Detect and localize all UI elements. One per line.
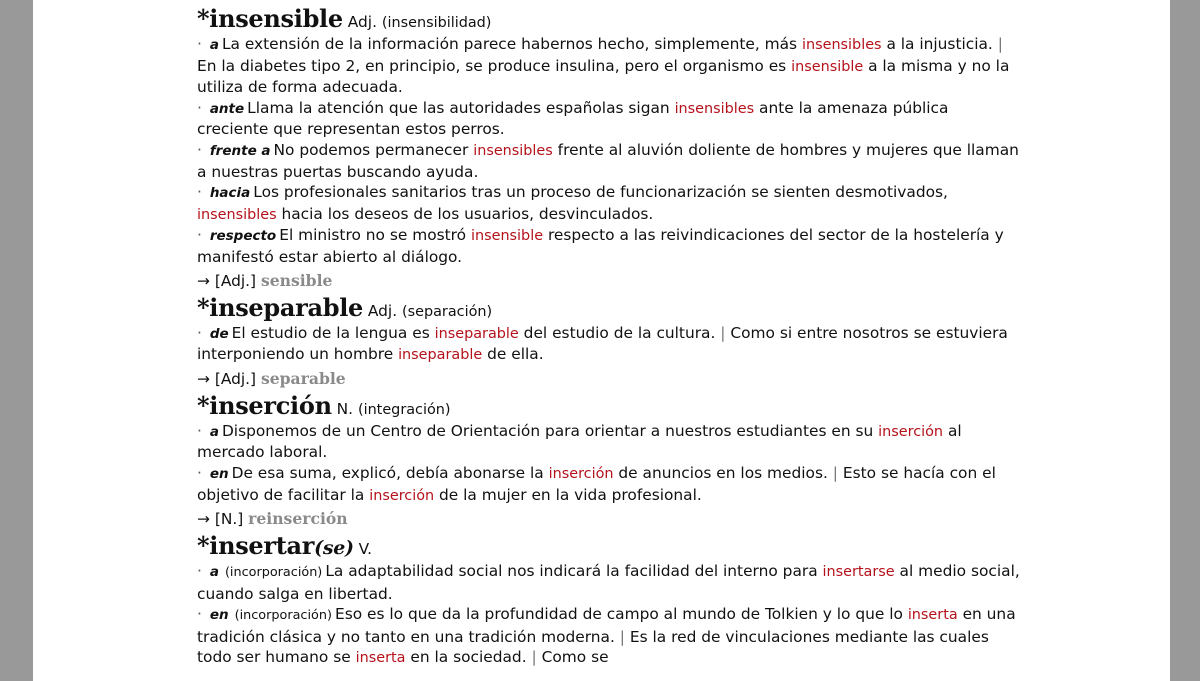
headword-reflexive: (se)	[314, 537, 354, 560]
preposition: en	[209, 607, 229, 624]
headword	[197, 4, 343, 33]
example-text: al mercado laboral.	[197, 421, 962, 462]
arrow-icon: →	[197, 510, 210, 529]
example-text: ante la amenaza pública creciente que representan estos perros.	[197, 98, 949, 139]
xref-label: [N.]	[214, 510, 244, 529]
preposition: de	[209, 325, 229, 342]
usage-example	[197, 421, 1022, 463]
preposition: a	[209, 423, 219, 440]
headword-text: *insensible	[197, 4, 343, 33]
xref-target: separable	[260, 368, 346, 388]
semantic-field: (insensibilidad)	[381, 15, 492, 31]
separator: |	[720, 323, 726, 342]
headword-line	[197, 4, 1022, 34]
dictionary-entry	[197, 391, 1022, 530]
cross-reference	[197, 270, 1022, 292]
part-of-speech: Adj.	[347, 13, 377, 31]
example-text: Como se	[541, 648, 609, 667]
usage-example	[197, 561, 1022, 604]
example-text: al medio social, cuando salga en libertad.	[197, 562, 1020, 603]
usage-example	[197, 98, 1022, 140]
example-text: Eso es lo que da la profundidad de campo al mundo de Tolkien y lo que lo	[334, 605, 908, 624]
usage-example	[197, 323, 1022, 366]
preposition: ante	[209, 100, 245, 117]
highlighted-term: insensibles	[473, 142, 553, 159]
example-text: en una tradición clásica y no tanto en una tradición moderna.	[197, 605, 1016, 646]
semantic-field: (integración)	[357, 401, 451, 418]
highlighted-term: insensible	[791, 58, 864, 75]
xref-target: reinserción	[248, 509, 348, 529]
xref-label: [Adj.]	[214, 369, 257, 388]
highlighted-term: insensibles	[674, 100, 755, 117]
preposition: hacia	[209, 185, 251, 202]
headword-line	[197, 531, 1022, 561]
example-text: Llama la atención que las autoridades españolas sigan	[247, 98, 675, 117]
example-text: El estudio de la lengua es	[231, 323, 435, 342]
example-text: del estudio de la cultura.	[518, 323, 716, 342]
bullet: ·	[197, 183, 202, 202]
headword	[197, 391, 332, 420]
highlighted-term: inserción	[878, 423, 944, 440]
example-text: El ministro no se mostró	[279, 226, 471, 245]
highlighted-term: insensibles	[197, 206, 277, 223]
preposition: frente a	[209, 142, 271, 159]
example-text: frente al aluvión doliente de hombres y mujeres que llaman a nuestras puertas buscando ayuda.	[197, 140, 1019, 181]
part-of-speech: V.	[358, 540, 373, 559]
arrow-icon: →	[197, 271, 210, 290]
headword-text: *insertar	[197, 531, 315, 561]
example-text: Esto se hacía con el objetivo de facilitar la	[197, 463, 996, 504]
example-text: Es la red de vinculaciones mediante las cuales todo ser humano se	[197, 627, 989, 667]
example-text: Disponemos de un Centro de Orientación para orientar a nuestros estudiantes en su	[221, 421, 879, 440]
part-of-speech: Adj.	[367, 301, 398, 320]
example-text: Los profesionales sanitarios tras un proceso de funcionarización se sienten desmotivados,	[253, 183, 948, 202]
usage-example	[197, 604, 1022, 669]
semantic-field: (separación)	[402, 303, 493, 320]
cross-reference	[197, 508, 1022, 530]
highlighted-term: inserción	[369, 487, 435, 504]
dictionary-entry	[197, 4, 1022, 292]
bullet: ·	[197, 421, 202, 440]
headword-text: *inserción	[197, 390, 332, 420]
usage-example	[197, 182, 1022, 225]
highlighted-term: inseparable	[398, 347, 483, 364]
xref-target: sensible	[260, 270, 333, 290]
preposition: a	[209, 37, 219, 53]
highlighted-term: inseparable	[434, 325, 519, 342]
highlighted-term: inserción	[548, 465, 614, 482]
separator: |	[832, 463, 838, 482]
bullet: ·	[197, 605, 202, 624]
part-of-speech: N.	[336, 399, 354, 418]
headword	[197, 293, 363, 322]
separator: |	[531, 648, 537, 667]
bullet: ·	[197, 35, 202, 53]
separator: |	[997, 35, 1003, 53]
usage-semantic: (incorporación)	[234, 608, 332, 624]
example-text: en la sociedad.	[405, 648, 527, 667]
preposition: respecto	[209, 228, 277, 245]
usage-example	[197, 225, 1022, 267]
dictionary-content	[197, 3, 1022, 669]
example-text: de la mujer en la vida profesional.	[434, 485, 702, 504]
highlighted-term: insertarse	[822, 564, 895, 581]
example-text: La extensión de la información parece habernos hecho, simplemente, más	[221, 35, 802, 53]
example-text: En la diabetes tipo 2, en principio, se produce insulina, pero el organismo es	[197, 56, 792, 75]
bullet: ·	[197, 323, 202, 342]
highlighted-term: inserta	[907, 607, 958, 624]
example-text: de ella.	[482, 345, 544, 364]
dictionary-entry	[197, 293, 1022, 390]
bullet: ·	[197, 562, 202, 581]
example-text: de anuncios en los medios.	[613, 463, 828, 482]
usage-semantic: (incorporación)	[224, 565, 323, 581]
bullet: ·	[197, 98, 202, 117]
example-text: La adaptabilidad social nos indicará la facilidad del interno para	[325, 562, 823, 581]
dictionary-entry	[197, 531, 1022, 669]
highlighted-term: insensible	[470, 228, 544, 245]
headword-line	[197, 391, 1022, 421]
highlighted-term: inserta	[355, 650, 406, 667]
example-text: Como si entre nosotros se estuviera interponiendo un hombre	[197, 323, 1008, 364]
bullet: ·	[197, 226, 202, 245]
preposition: en	[209, 465, 229, 482]
example-text: respecto a las reivindicaciones del sector de la hostelería y manifestó estar abierto al diálogo.	[197, 226, 1004, 266]
bullet: ·	[197, 140, 202, 159]
example-text: a la misma y no la utiliza de forma adecuada.	[197, 56, 1010, 97]
usage-example	[197, 463, 1022, 506]
example-text: hacia los deseos de los usuarios, desvinculados.	[276, 204, 654, 223]
bullet: ·	[197, 463, 202, 482]
arrow-icon: →	[197, 369, 210, 388]
example-text: De esa suma, explicó, debía abonarse la	[231, 463, 549, 482]
usage-example	[197, 34, 1022, 98]
example-text: No podemos permanecer	[273, 140, 474, 159]
cross-reference	[197, 368, 1022, 390]
headword	[197, 531, 354, 560]
headword-text: *inseparable	[197, 292, 363, 322]
separator: |	[619, 627, 625, 646]
usage-example	[197, 140, 1022, 182]
preposition: a	[209, 564, 219, 581]
highlighted-term: insensibles	[801, 37, 882, 53]
dictionary-page	[33, 0, 1170, 681]
xref-label: [Adj.]	[214, 271, 257, 290]
example-text: a la injusticia.	[881, 35, 993, 53]
headword-line	[197, 293, 1022, 323]
